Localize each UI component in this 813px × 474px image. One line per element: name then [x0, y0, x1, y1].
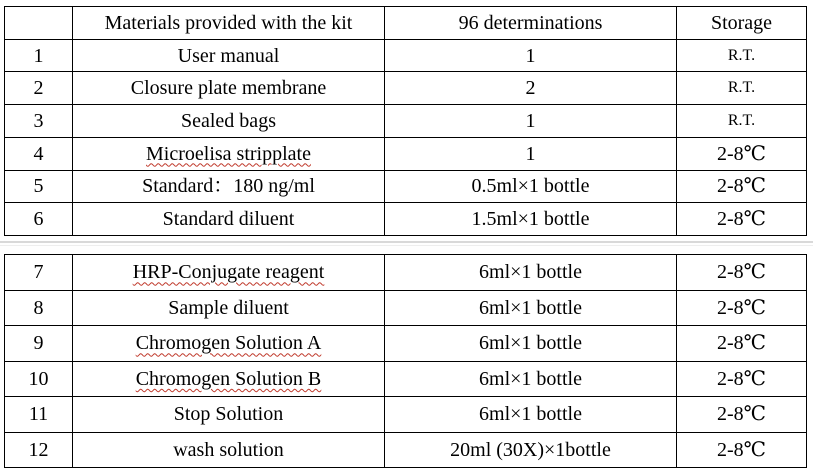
material-name: Sample diluent: [73, 290, 385, 326]
material-name: Closure plate membrane: [73, 72, 385, 105]
table-row: [5, 397, 807, 433]
page-break-divider: [0, 241, 813, 243]
row-number: 3: [5, 105, 73, 138]
storage-condition: R.T.: [677, 72, 807, 105]
header-storage-cell: Storage: [677, 7, 807, 40]
spellcheck-underlined-text: Chromogen Solution A: [135, 332, 322, 355]
storage-condition: 2-8℃: [677, 170, 807, 203]
material-name: [73, 326, 385, 362]
row-number: 4: [5, 137, 73, 170]
material-name: User manual: [73, 39, 385, 72]
material-name: [73, 137, 385, 170]
page-break-divider-shadow: [0, 245, 813, 246]
spellcheck-underlined-text: Chromogen Solution B: [135, 367, 322, 390]
material-name: [73, 255, 385, 291]
spellcheck-underlined-text: Microelisa stripplate: [146, 142, 311, 165]
table-row: [5, 203, 807, 236]
row-number: 9: [5, 326, 73, 362]
row-number: 11: [5, 397, 73, 433]
material-name: Standard diluent: [73, 203, 385, 236]
table-row: [5, 137, 807, 170]
table-header-row: [5, 7, 807, 40]
material-name: Stop Solution: [73, 397, 385, 433]
material-amount: 6ml×1 bottle: [385, 290, 677, 326]
material-amount: 6ml×1 bottle: [385, 361, 677, 397]
material-name: Standard：180 ng/ml: [73, 170, 385, 203]
storage-condition: 2-8℃: [677, 255, 807, 291]
row-number: 7: [5, 255, 73, 291]
table-row: [5, 432, 807, 468]
row-number: 8: [5, 290, 73, 326]
header-determinations-cell: 96 determinations: [385, 7, 677, 40]
row-number: 10: [5, 361, 73, 397]
table-row: [5, 361, 807, 397]
table-row: [5, 39, 807, 72]
material-amount: 1: [385, 137, 677, 170]
storage-condition: 2-8℃: [677, 203, 807, 236]
material-amount: 0.5ml×1 bottle: [385, 170, 677, 203]
material-amount: 6ml×1 bottle: [385, 397, 677, 433]
row-number: 12: [5, 432, 73, 468]
storage-condition: R.T.: [677, 105, 807, 138]
storage-condition: 2-8℃: [677, 397, 807, 433]
table-row: [5, 326, 807, 362]
table-row: [5, 255, 807, 291]
storage-condition: 2-8℃: [677, 361, 807, 397]
kit-materials-table-part-2: [4, 254, 807, 468]
material-name: Sealed bags: [73, 105, 385, 138]
table-row: [5, 170, 807, 203]
spellcheck-underlined-text: HRP-Conjugate reagent: [132, 261, 325, 284]
storage-condition: 2-8℃: [677, 432, 807, 468]
row-number: 5: [5, 170, 73, 203]
table-row: [5, 105, 807, 138]
table-row: [5, 72, 807, 105]
material-amount: 2: [385, 72, 677, 105]
kit-materials-table-part-1: [4, 6, 807, 236]
material-amount: 1: [385, 39, 677, 72]
storage-condition: 2-8℃: [677, 137, 807, 170]
material-amount: 6ml×1 bottle: [385, 255, 677, 291]
row-number: 6: [5, 203, 73, 236]
row-number: 1: [5, 39, 73, 72]
header-materials-cell: Materials provided with the kit: [73, 7, 385, 40]
material-name: [73, 361, 385, 397]
material-amount: 1: [385, 105, 677, 138]
table-row: [5, 290, 807, 326]
material-name: wash solution: [73, 432, 385, 468]
header-number-cell: [5, 7, 73, 40]
material-amount: 20ml (30X)×1bottle: [385, 432, 677, 468]
storage-condition: 2-8℃: [677, 326, 807, 362]
storage-condition: 2-8℃: [677, 290, 807, 326]
storage-condition: R.T.: [677, 39, 807, 72]
material-amount: 6ml×1 bottle: [385, 326, 677, 362]
material-amount: 1.5ml×1 bottle: [385, 203, 677, 236]
row-number: 2: [5, 72, 73, 105]
